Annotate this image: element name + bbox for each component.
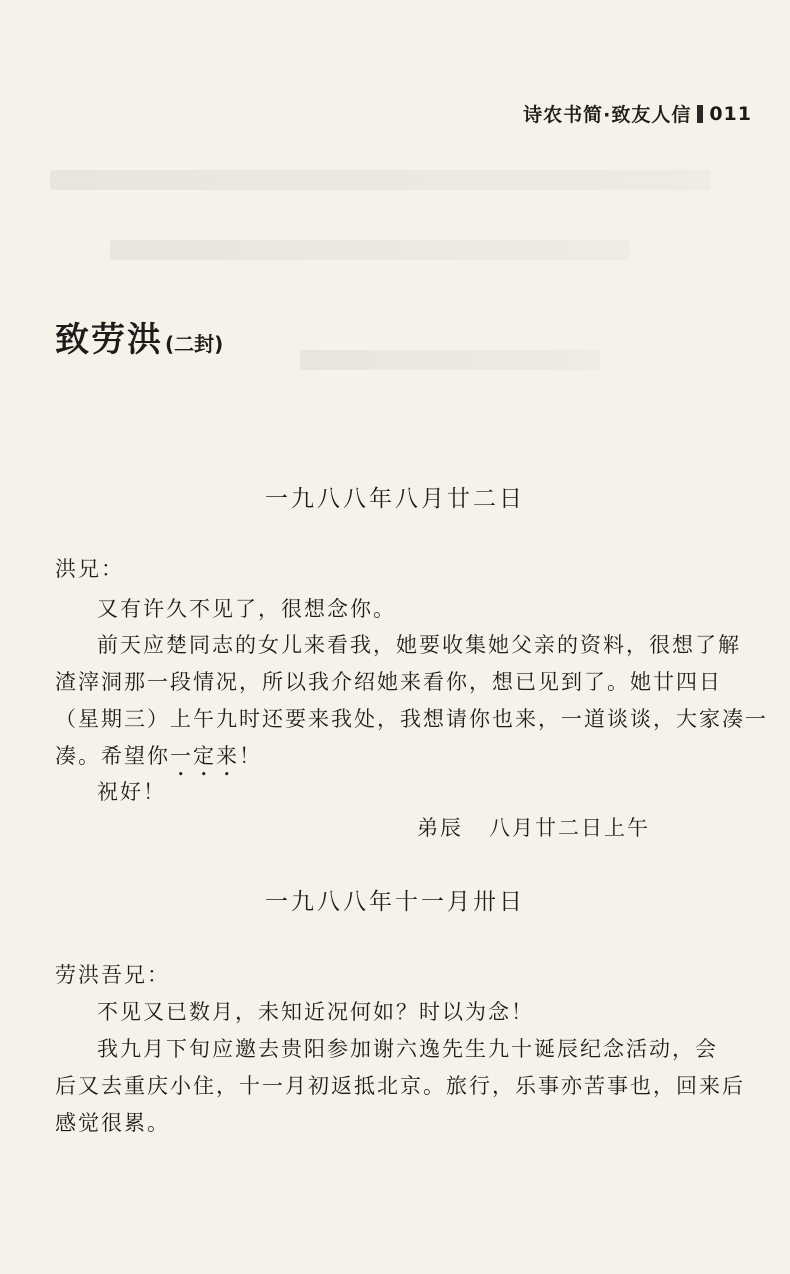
bleed-through-text	[50, 170, 710, 190]
letter1-date: 一九八八年八月廿二日	[265, 486, 525, 512]
letter2-paragraph: 后又去重庆小住，十一月初返抵北京。旅行，乐事亦苦事也，回来后	[55, 1074, 745, 1098]
letter1-paragraph: 又有许久不见了，很想念你。	[97, 597, 396, 621]
letter1-salutation: 洪兄：	[55, 557, 124, 581]
page-number: 011	[709, 102, 752, 125]
signature-date: 八月廿二日上午	[489, 816, 650, 840]
letter1-text: ！	[239, 744, 262, 768]
letter1-signature	[417, 812, 650, 842]
title-sub: (二封)	[165, 332, 224, 356]
letter2-date: 一九八八年十一月卅日	[265, 889, 525, 915]
emphasized-text: 一定来	[170, 744, 239, 768]
letter2-paragraph: 不见又已数月，未知近况何如？时以为念！	[97, 1000, 534, 1024]
letter1-paragraph	[55, 740, 262, 781]
running-title: 诗农书简·致友人信	[523, 104, 692, 126]
letter1-paragraph: 渣滓洞那一段情况，所以我介绍她来看你，想已见到了。她廿四日	[55, 670, 722, 694]
bleed-through-text	[300, 350, 600, 370]
running-header	[523, 100, 752, 127]
letter1-paragraph: （星期三）上午九时还要来我处，我想请你也来，一道谈谈，大家凑一	[55, 707, 768, 731]
letter1-closing: 祝好！	[97, 780, 166, 804]
letter2-paragraph: 感觉很累。	[55, 1111, 170, 1135]
bleed-through-text	[110, 240, 630, 260]
letter2-paragraph: 我九月下旬应邀去贵阳参加谢六逸先生九十诞辰纪念活动，会	[97, 1037, 718, 1061]
title-main: 致劳洪	[55, 320, 163, 360]
signer-name: 弟辰	[417, 816, 463, 840]
letter2-salutation: 劳洪吾兄：	[55, 963, 170, 987]
chapter-title	[55, 312, 223, 361]
letter1-text: 凑。希望你	[55, 744, 170, 768]
header-separator-bar	[697, 105, 703, 123]
letter1-paragraph: 前天应楚同志的女儿来看我，她要收集她父亲的资料，很想了解	[97, 633, 741, 657]
